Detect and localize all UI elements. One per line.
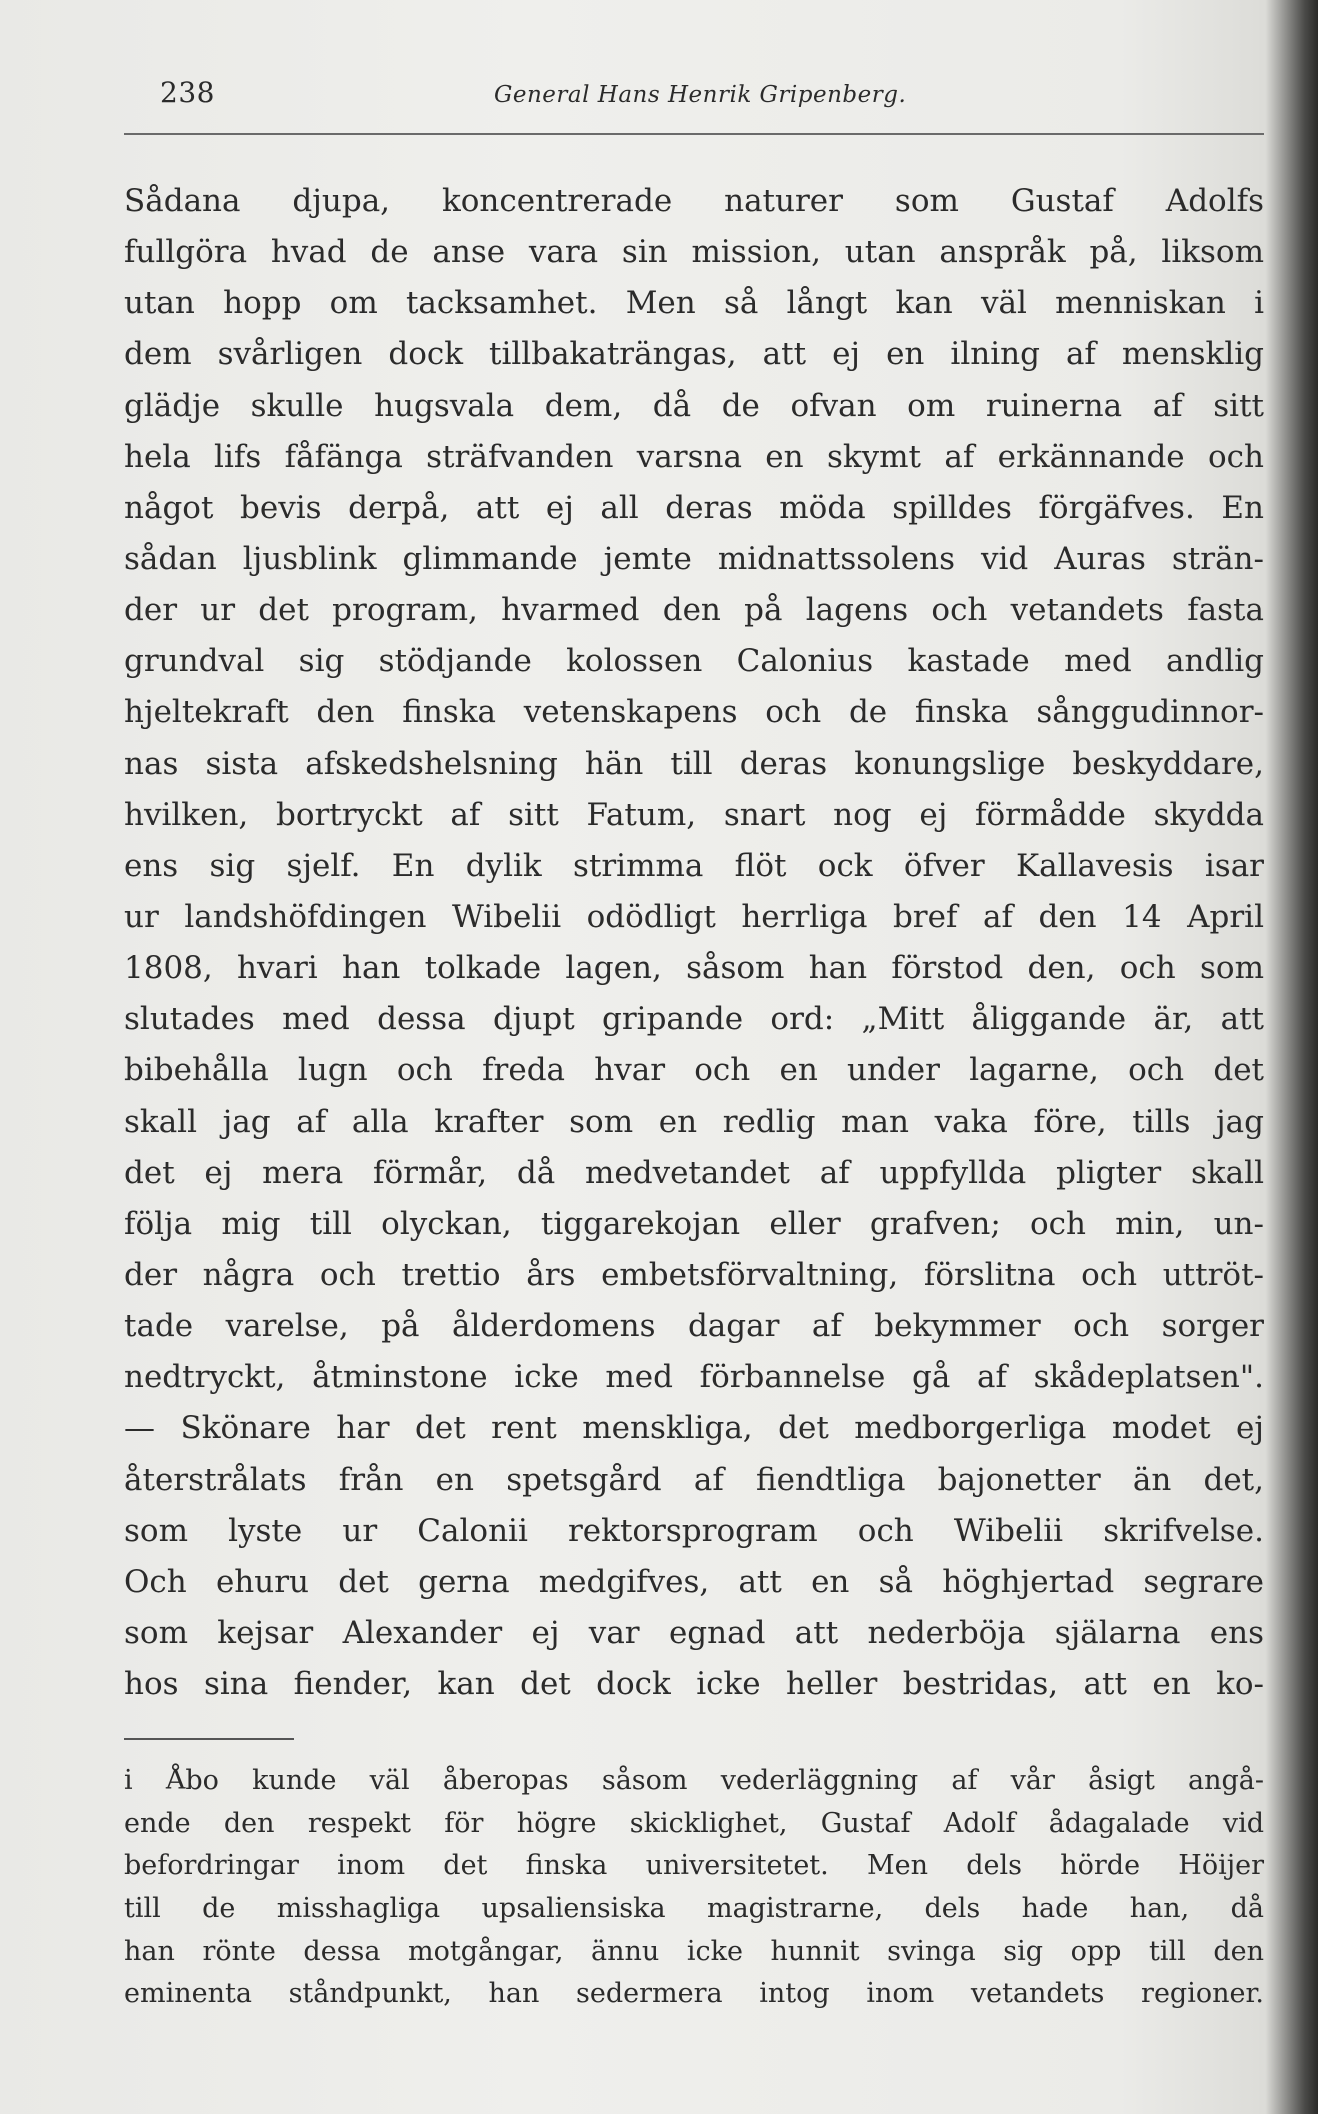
text-line: som kejsar Alexander ej var egnad att nederböja själarna ens	[124, 1614, 1264, 1651]
running-title: General Hans Henrik Gripenberg.	[494, 82, 907, 108]
text-line: hjeltekraft den finska vetenskapens och de finska sånggudinnor-	[124, 694, 1264, 731]
text-line: sådan ljusblink glimmande jemte midnattssolens vid Auras strän-	[124, 540, 1264, 577]
text-line: tade varelse, på ålderdomens dagar af bekymmer och sorger	[124, 1308, 1264, 1345]
footnote-block	[124, 1760, 1264, 2016]
header-rule	[124, 133, 1264, 135]
text-line: skall jag af alla krafter som en redlig man vaka före, tills jag	[124, 1103, 1264, 1140]
text-line: grundval sig stödjande kolossen Calonius kastade med andlig	[124, 643, 1264, 680]
footnote-rule	[124, 1738, 294, 1740]
text-line: Och ehuru det gerna medgifves, att en så höghjertad segrare	[124, 1563, 1264, 1600]
text-line: der ur det program, hvarmed den på lagens och vetandets fasta	[124, 592, 1264, 629]
footnote-line: ende den respekt för högre skicklighet, Gustaf Adolf ådagalade vid	[124, 1807, 1264, 1839]
footnote-line: eminenta ståndpunkt, han sedermera intog inom vetandets regioner.	[124, 1978, 1264, 2010]
text-line: utan hopp om tacksamhet. Men så långt kan väl menniskan i	[124, 285, 1264, 322]
text-line: återstrålats från en spetsgård af fiendtliga bajonetter än det,	[124, 1461, 1264, 1498]
footnote-line: han rönte dessa motgångar, ännu icke hunnit svinga sig opp till den	[124, 1935, 1264, 1967]
text-line: nedtryckt, åtminstone icke med förbannelse gå af skådeplatsen".	[124, 1359, 1264, 1396]
text-line: glädje skulle hugsvala dem, då de ofvan om ruinerna af sitt	[124, 387, 1264, 424]
text-line: ur landshöfdingen Wibelii odödligt herrliga bref af den 14 April	[124, 898, 1264, 935]
text-line: hvilken, bortryckt af sitt Fatum, snart nog ej förmådde skydda	[124, 796, 1264, 833]
text-line: följa mig till olyckan, tiggarekojan eller grafven; och min, un-	[124, 1205, 1264, 1242]
page-number: 238	[160, 76, 215, 109]
text-line: 1808, hvari han tolkade lagen, såsom han förstod den, och som	[124, 950, 1264, 987]
text-line: hos sina fiender, kan det dock icke heller bestridas, att en ko-	[124, 1666, 1264, 1703]
footnote-line: i Åbo kunde väl åberopas såsom vederläggning af vår åsigt angå-	[124, 1765, 1264, 1796]
text-line: — Skönare har det rent menskliga, det medborgerliga modet ej	[124, 1410, 1264, 1447]
text-line: hela lifs fåfänga sträfvanden varsna en skymt af erkännande och	[124, 438, 1264, 475]
text-line: slutades med dessa djupt gripande ord: „Mitt åliggande är, att	[124, 1001, 1264, 1038]
page-header	[124, 70, 1264, 120]
footnote-line: till de misshagliga upsaliensiska magistrarne, dels hade han, då	[124, 1893, 1264, 1925]
text-line: som lyste ur Calonii rektorsprogram och Wibelii skrifvelse.	[124, 1512, 1264, 1549]
footnote-line: befordringar inom det finska universitetet. Men dels hörde Höijer	[124, 1850, 1264, 1882]
text-line: något bevis derpå, att ej all deras möda spilldes förgäfves. En	[124, 489, 1264, 526]
text-line: Sådana djupa, koncentrerade naturer som Gustaf Adolfs	[124, 183, 1264, 219]
text-line: der några och trettio års embetsförvaltning, förslitna och uttröt-	[124, 1256, 1264, 1293]
text-line: ens sig sjelf. En dylik strimma flöt ock öfver Kallavesis isar	[124, 847, 1264, 884]
text-line: dem svårligen dock tillbakaträngas, att ej en ilning af mensklig	[124, 336, 1264, 373]
text-line: fullgöra hvad de anse vara sin mission, utan anspråk på, liksom	[124, 234, 1264, 271]
text-line: nas sista afskedshelsning hän till deras konungslige beskyddare,	[124, 745, 1264, 782]
text-line: bibehålla lugn och freda hvar och en under lagarne, och det	[124, 1052, 1264, 1089]
text-line: det ej mera förmår, då medvetandet af uppfyllda pligter skall	[124, 1154, 1264, 1191]
main-text	[124, 176, 1264, 1710]
